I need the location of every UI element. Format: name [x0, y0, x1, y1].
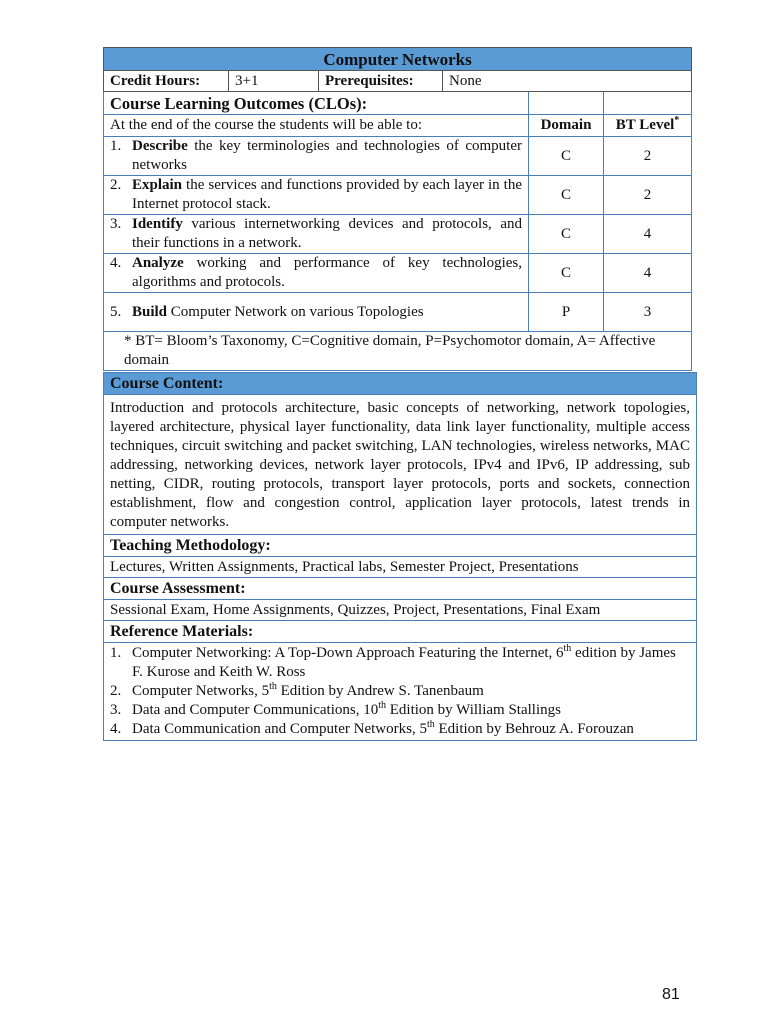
clo-row [104, 215, 692, 254]
reference-item [110, 720, 690, 739]
reference-item [110, 644, 690, 682]
clo-heading: Course Learning Outcomes (CLOs): [104, 92, 529, 115]
reference-text: Data and Computer Communications, 10th Edition by William Stallings [132, 700, 561, 718]
clo-text-cell [104, 293, 529, 332]
reference-item [110, 701, 690, 720]
reference-text: Computer Networks, 5th Edition by Andrew S. Tanenbaum [132, 681, 484, 699]
clo-description: Build Computer Network on various Topologies [132, 303, 424, 320]
course-content-text: Introduction and protocols architecture, basic concepts of networking, network topologies, layered architecture, physical layer functionality, data link layer functionality, multiple access techniques, circuit switching and packet switching, LAN technologies, wireless networks, MAC addressing, networking devices, network layer protocols, IPv4 and IPv6, IP addressing, sub netting, CIDR, routing protocols, transport layer protocols, ports and sockets, connection establishment, flow and congestion control, application layer protocols, latest trends in computer networks. [104, 395, 697, 535]
clo-row [104, 293, 692, 332]
clo-description: Analyze working and performance of key technologies, algorithms and protocols. [132, 255, 522, 290]
bt-level-header: BT Level* [604, 115, 692, 137]
clo-number: 3. [110, 216, 122, 232]
prerequisites-value: None [443, 71, 692, 92]
clo-text-cell [104, 215, 529, 254]
clo-domain: C [529, 215, 604, 254]
clo-number: 4. [110, 255, 122, 271]
clo-domain: C [529, 176, 604, 215]
reference-list [104, 643, 697, 741]
course-content-heading: Course Content: [104, 373, 697, 395]
credit-hours-label: Credit Hours: [104, 71, 229, 92]
reference-number: 2. [110, 683, 122, 699]
teaching-methodology-heading: Teaching Methodology: [104, 535, 697, 557]
reference-number: 1. [110, 645, 122, 661]
reference-number: 3. [110, 702, 122, 718]
course-assessment-text: Sessional Exam, Home Assignments, Quizzes, Project, Presentations, Final Exam [104, 600, 697, 621]
credit-hours-value: 3+1 [229, 71, 319, 92]
clo-heading-spacer [529, 92, 604, 115]
reference-item [110, 682, 690, 701]
course-title: Computer Networks [104, 48, 692, 71]
clo-list [104, 137, 692, 332]
clo-intro: At the end of the course the students will be able to: [104, 115, 529, 137]
clo-description: Describe the key terminologies and technologies of computer networks [132, 138, 522, 173]
clo-description: Identify various internetworking devices and protocols, and their functions in a network. [132, 216, 522, 251]
reference-text: Data Communication and Computer Networks, 5th Edition by Behrouz A. Forouzan [132, 719, 634, 737]
page-number: 81 [662, 986, 680, 1003]
clo-description: Explain the services and functions provided by each layer in the Internet protocol stack. [132, 177, 522, 212]
clo-heading-spacer [604, 92, 692, 115]
reference-materials-heading: Reference Materials: [104, 621, 697, 643]
clo-text-cell [104, 137, 529, 176]
clo-text-cell [104, 254, 529, 293]
course-assessment-heading: Course Assessment: [104, 578, 697, 600]
clo-row [104, 176, 692, 215]
clo-footnote: * BT= Bloom’s Taxonomy, C=Cognitive domain, P=Psychomotor domain, A= Affective domain [104, 332, 692, 371]
clo-bt-level: 4 [604, 254, 692, 293]
reference-text: Computer Networking: A Top-Down Approach Featuring the Internet, 6th edition by James F. Kurose and Keith W. Ross [132, 643, 676, 680]
prerequisites-label: Prerequisites: [319, 71, 443, 92]
clo-bt-level: 2 [604, 137, 692, 176]
course-clo-table [103, 47, 692, 371]
clo-row [104, 254, 692, 293]
clo-text-cell [104, 176, 529, 215]
clo-domain: C [529, 137, 604, 176]
clo-number: 5. [110, 303, 122, 320]
clo-bt-level: 3 [604, 293, 692, 332]
clo-number: 1. [110, 138, 122, 154]
teaching-methodology-text: Lectures, Written Assignments, Practical labs, Semester Project, Presentations [104, 557, 697, 578]
clo-number: 2. [110, 177, 122, 193]
clo-row [104, 137, 692, 176]
reference-number: 4. [110, 721, 122, 737]
clo-domain: C [529, 254, 604, 293]
domain-header: Domain [529, 115, 604, 137]
clo-domain: P [529, 293, 604, 332]
course-details-table [103, 372, 697, 741]
clo-bt-level: 4 [604, 215, 692, 254]
clo-bt-level: 2 [604, 176, 692, 215]
